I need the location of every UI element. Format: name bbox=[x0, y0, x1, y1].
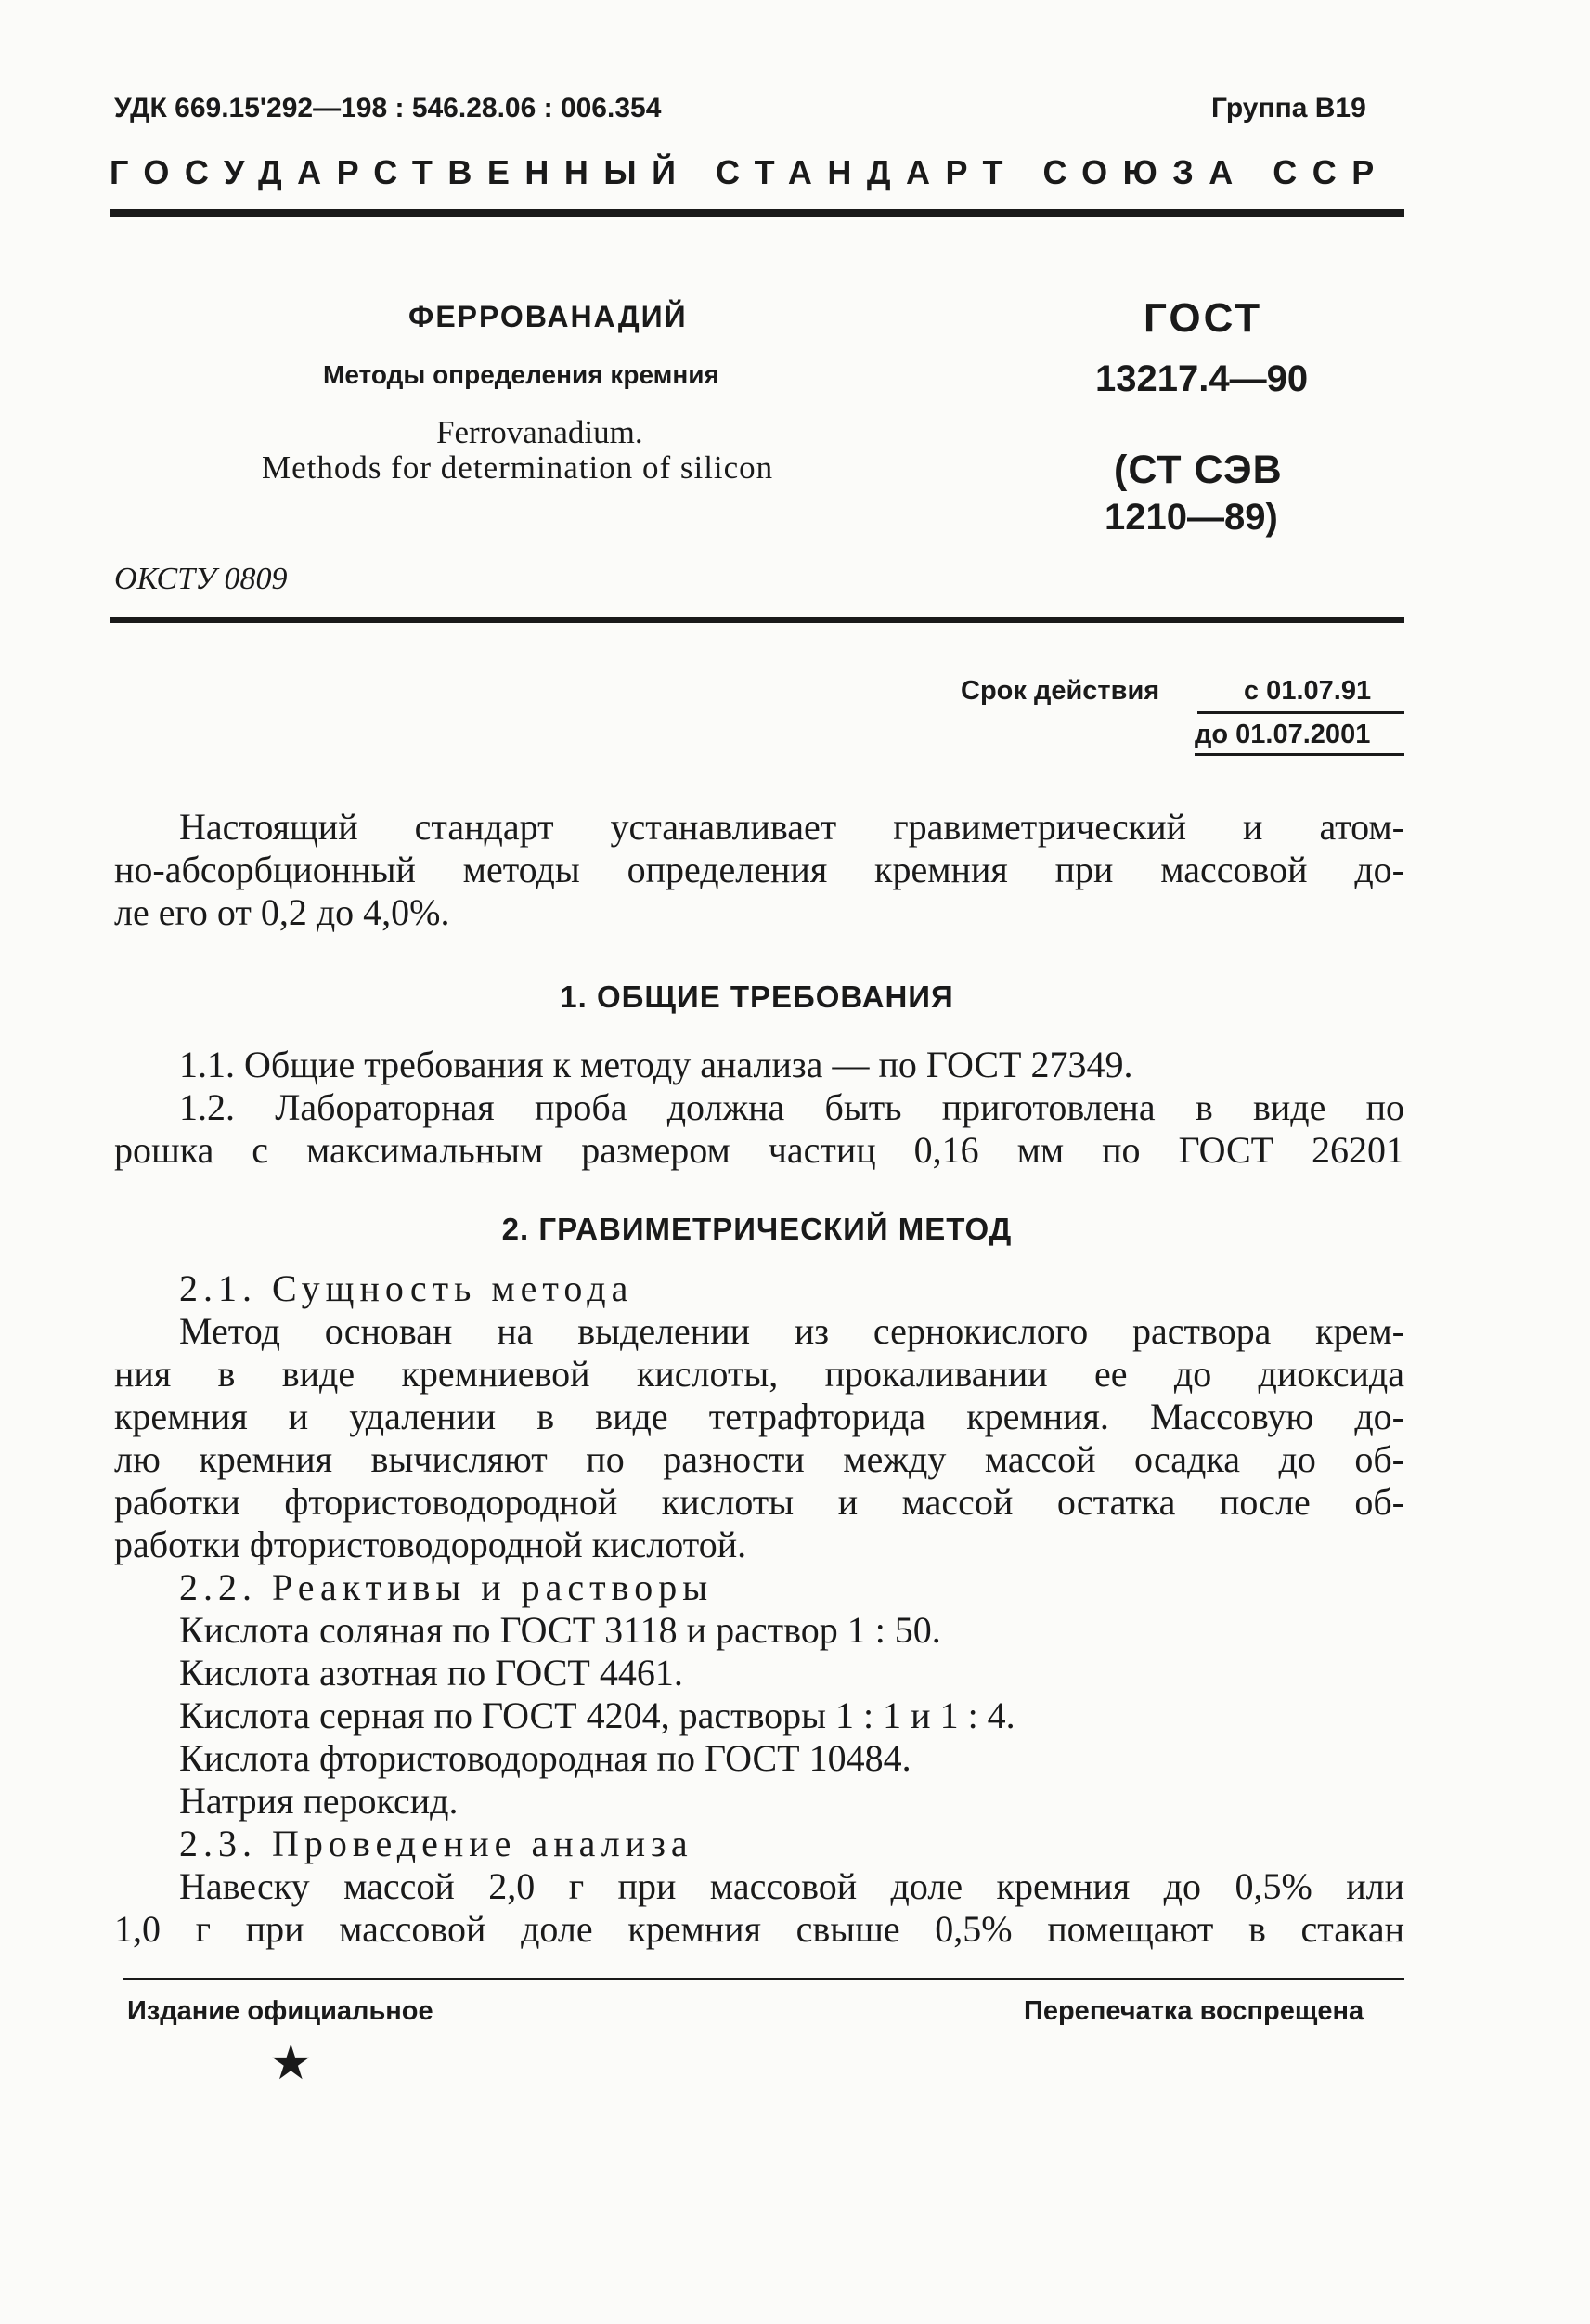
validity-from: с 01.07.91 bbox=[1244, 676, 1372, 706]
intro-line: но-абсорбционный методы определения кремния при массовой до- bbox=[114, 849, 1404, 890]
subsection-title: 2.1. Сущность метода bbox=[179, 1267, 634, 1309]
st-sev-line1: (СТ СЭВ bbox=[1114, 448, 1283, 492]
subsection-title: 2.2. Реактивы и растворы bbox=[179, 1566, 714, 1608]
intro-paragraph bbox=[114, 806, 1404, 934]
st-sev-line2: 1210—89) bbox=[1105, 497, 1278, 538]
section2-line: 1,0 г при массовой доле кремния свыше 0,5% помещают в стакан bbox=[114, 1908, 1404, 1950]
section1-heading: 1. ОБЩИЕ ТРЕБОВАНИЯ bbox=[560, 980, 954, 1014]
reagent-line: Кислота азотная по ГОСТ 4461. bbox=[179, 1652, 683, 1694]
footer-official-edition: Издание официальное bbox=[127, 1996, 433, 2026]
group-code: Группа В19 bbox=[1211, 93, 1366, 123]
intro-line: ле его от 0,2 до 4,0%. bbox=[114, 891, 450, 933]
subsection-title: 2.3. Проведение анализа bbox=[179, 1823, 693, 1864]
section2-line: работки фтористоводородной кислотой. bbox=[114, 1524, 747, 1565]
footer-reprint-prohibited: Перепечатка воспрещена bbox=[1024, 1996, 1364, 2026]
title-ru: ФЕРРОВАНАДИЙ bbox=[408, 300, 688, 333]
gost-label: ГОСТ bbox=[1144, 295, 1263, 341]
section2-body bbox=[114, 1267, 1404, 1951]
reagent-line: Кислота фтористоводородная по ГОСТ 10484. bbox=[179, 1737, 911, 1779]
section2-line: лю кремния вычисляют по разности между массой осадка до об- bbox=[114, 1438, 1404, 1480]
reagent-line: Натрия пероксид. bbox=[179, 1780, 459, 1822]
validity-from-underline bbox=[1197, 711, 1404, 714]
section2-line: кремния и удалении в виде тетрафторида кремния. Массовую до- bbox=[114, 1396, 1404, 1437]
title-en: Ferrovanadium. bbox=[436, 414, 643, 450]
section2-line: Навеску массой 2,0 г при массовой доле кремния до 0,5% или bbox=[179, 1865, 1404, 1907]
okstu-code: ОКСТУ 0809 bbox=[114, 562, 288, 596]
section1-line: 1.1. Общие требования к методу анализа — по ГОСТ 27349. bbox=[179, 1044, 1133, 1085]
section2-line: Метод основан на выделении из сернокислого раствора крем- bbox=[179, 1310, 1404, 1352]
title-block-rule bbox=[110, 617, 1404, 623]
star-icon: ★ bbox=[269, 2035, 313, 2091]
section1-body bbox=[114, 1044, 1404, 1172]
section2-line: ния в виде кремниевой кислоты, прокаливании ее до диоксида bbox=[114, 1353, 1404, 1395]
section1-line: рошка с максимальным размером частиц 0,16 мм по ГОСТ 26201 bbox=[114, 1129, 1404, 1171]
validity-to: до 01.07.2001 bbox=[1195, 720, 1371, 749]
subtitle-en: Methods for determination of silicon bbox=[262, 449, 774, 486]
subtitle-ru: Методы определения кремния bbox=[323, 360, 719, 389]
header-rule bbox=[110, 209, 1404, 217]
reagent-line: Кислота соляная по ГОСТ 3118 и раствор 1 : 50. bbox=[179, 1609, 941, 1651]
gost-number: 13217.4—90 bbox=[1095, 358, 1309, 399]
reagent-line: Кислота серная по ГОСТ 4204, растворы 1 : 1 и 1 : 4. bbox=[179, 1694, 1015, 1736]
udc-code: УДК 669.15'292—198 : 546.28.06 : 006.354 bbox=[114, 93, 662, 123]
section1-line: 1.2. Лабораторная проба должна быть приготовлена в виде по bbox=[179, 1086, 1404, 1128]
validity-label: Срок действия bbox=[961, 676, 1160, 706]
intro-line: Настоящий стандарт устанавливает гравиметрический и атом- bbox=[179, 806, 1404, 848]
section2-line: работки фтористоводородной кислоты и массой остатка после об- bbox=[114, 1481, 1404, 1523]
validity-to-underline bbox=[1195, 753, 1404, 756]
footer-rule bbox=[123, 1978, 1404, 1980]
state-standard-banner: ГОСУДАРСТВЕННЫЙ СТАНДАРТ СОЮЗА ССР bbox=[110, 153, 1390, 191]
section2-heading: 2. ГРАВИМЕТРИЧЕСКИЙ МЕТОД bbox=[501, 1212, 1013, 1246]
